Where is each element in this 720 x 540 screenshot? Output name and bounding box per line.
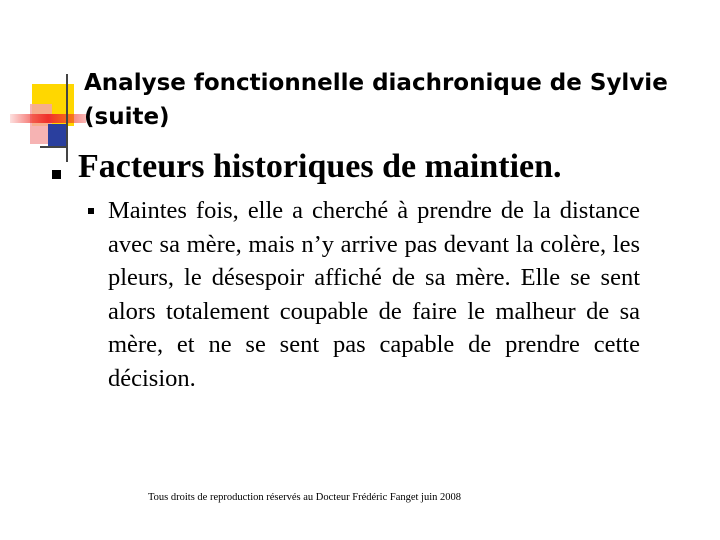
decorative-logo-icon bbox=[8, 68, 88, 168]
logo-horizontal-line bbox=[40, 146, 68, 148]
logo-red-bar bbox=[10, 114, 86, 123]
square-bullet-icon bbox=[88, 208, 94, 214]
square-bullet-icon bbox=[52, 170, 61, 179]
bullet-heading: Facteurs historiques de maintien. bbox=[78, 148, 562, 185]
copyright-footer: Tous droits de reproduction réservés au Docteur Frédéric Fanget juin 2008 bbox=[148, 492, 462, 503]
slide-title: Analyse fonctionnelle diachronique de Sylvie (suite) bbox=[84, 70, 668, 130]
bullet-paragraph: Maintes fois, elle a cherché à prendre de la distance avec sa mère, mais n’y arrive pas devant la colère, les pleurs, le désespoir affiché de sa mère. Elle se sent alors totalement coupable de faire le malheur de sa mère, et ne se sent pas capable de prendre cette décision. bbox=[108, 197, 640, 392]
logo-blue-square bbox=[48, 124, 68, 146]
logo-vertical-line bbox=[66, 74, 68, 162]
